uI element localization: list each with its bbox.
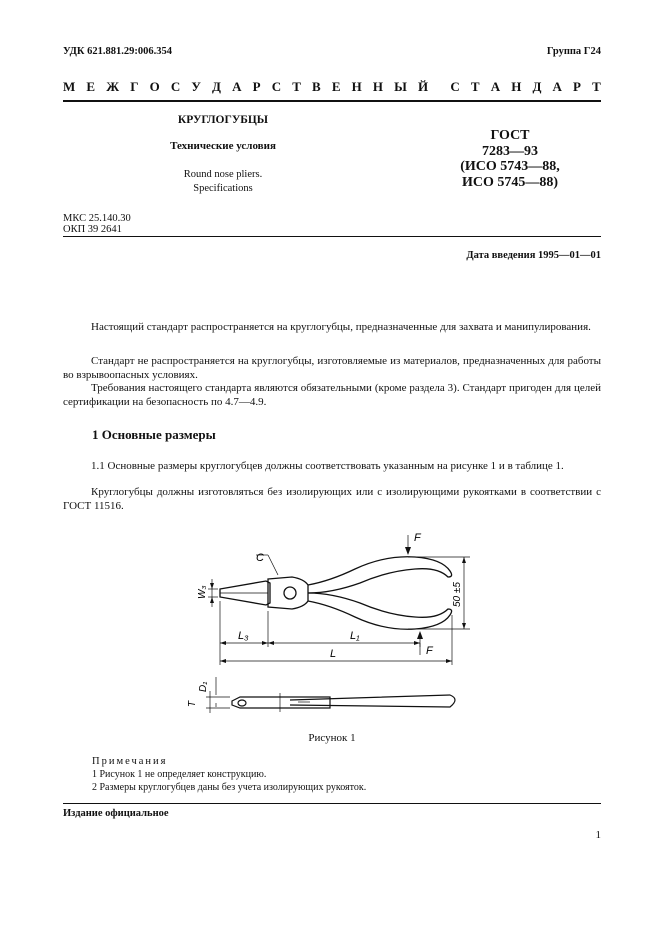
banner-letter: А: [552, 79, 562, 94]
banner-letter: Р: [573, 79, 581, 94]
intro-paragraph-3: [63, 382, 601, 409]
footer-rule: [63, 803, 601, 804]
note-2: 2 Размеры круглогубцев даны без учета изолирующих рукояток.: [92, 782, 367, 793]
label-d1: D₁: [198, 681, 209, 692]
page-number: 1: [595, 829, 601, 841]
banner-letter: Г: [130, 79, 139, 94]
intro-paragraph-3-text: Требования настоящего стандарта являются обязательными (кроме раздела 3). Стандарт пригоден для целей сертификации на безопасность по 4.7—4.9.: [63, 382, 601, 408]
label-50: 50 ±5: [452, 582, 463, 607]
banner-letter: С: [271, 79, 282, 94]
banner-letter: Н: [351, 79, 362, 94]
banner-letter: О: [149, 79, 160, 94]
section-1-paragraph-1: [63, 460, 601, 474]
gost-line-1: ГОСТ: [490, 128, 530, 143]
label-l1: L₁: [350, 630, 360, 642]
english-title-line-1: Round nose pliers.: [183, 169, 263, 180]
banner-letter: У: [191, 79, 201, 94]
introduction-date: Дата введения 1995—01—01: [466, 250, 601, 261]
udk-code: УДК 621.881.29:006.354: [63, 46, 172, 57]
banner-letter: Ы: [394, 79, 407, 94]
banner-rule: [63, 100, 601, 102]
banner-letter: В: [312, 79, 321, 94]
section-1-paragraph-2: [63, 486, 601, 513]
classification-codes: [63, 213, 131, 235]
okp-code: ОКП 39 2641: [63, 224, 122, 235]
figure-1-pliers-drawing: [180, 527, 480, 727]
figure-caption: Рисунок 1: [308, 732, 356, 744]
intro-paragraph-1-text: Настоящий стандарт распространяется на круглогубцы, предназначенные для захвата и манипулирования.: [91, 321, 591, 333]
section-1-heading: 1 Основные размеры: [92, 427, 216, 442]
label-f-top: F: [414, 532, 421, 544]
label-f-bottom: F: [426, 645, 433, 657]
gost-line-4: ИСО 5745—88): [461, 174, 559, 190]
label-l: L: [330, 648, 337, 660]
banner-letter: Й: [418, 79, 429, 94]
banner-letter: А: [490, 79, 501, 94]
mks-code: МКС 25.140.30: [63, 213, 131, 224]
notes-heading: Примечания: [92, 756, 168, 767]
banner-letter: Д: [532, 79, 542, 94]
force-arrow-bottom: [417, 631, 423, 639]
official-edition-label: Издание официальное: [63, 808, 169, 819]
upper-handle: [308, 557, 452, 593]
gost-designation: [430, 128, 590, 190]
banner-letter: Н: [511, 79, 522, 94]
banner-letter: Ж: [106, 79, 120, 94]
banner-letter: Е: [86, 79, 96, 94]
group-code: Группа Г24: [546, 46, 601, 57]
standard-type-banner: [63, 79, 601, 95]
banner-letter: Т: [292, 79, 301, 94]
intro-paragraph-2: [63, 355, 601, 382]
label-w3: W₃: [197, 585, 208, 599]
pivot-rivet: [284, 587, 296, 599]
gost-line-2: 7283—93: [482, 143, 538, 159]
banner-letter: Д: [212, 79, 221, 94]
banner-letter: А: [232, 79, 242, 94]
banner-letter: С: [170, 79, 181, 94]
label-c: C: [256, 552, 264, 564]
banner-letter: С: [450, 79, 460, 94]
intro-paragraph-1: [63, 321, 601, 335]
label-l3: L₃: [238, 630, 249, 642]
banner-letter: Т: [592, 79, 601, 94]
english-title-line-2: Specifications: [193, 183, 253, 194]
lower-handle: [308, 593, 452, 629]
section-1-paragraph-2-text: Круглогубцы должны изготовляться без изолирующих или с изолирующими рукоятками в соответствии с ГОСТ 11516.: [63, 486, 601, 512]
document-title: КРУГЛОГУБЦЫ: [177, 114, 269, 126]
english-title: [63, 168, 383, 196]
banner-letter: Е: [331, 79, 341, 94]
section-1-paragraph-1-text: 1.1 Основные размеры круглогубцев должны соответствовать указанным на рисунке 1 и в таблице 1.: [91, 460, 564, 472]
label-t: T: [187, 700, 198, 707]
banner-letter: Н: [372, 79, 383, 94]
banner-letter: Т: [470, 79, 480, 94]
intro-paragraph-2-text: Стандарт не распространяется на круглогубцы, изготовляемые из материалов, предназначенных для работы во взрывоопасных условиях.: [63, 355, 601, 381]
banner-letter: М: [63, 79, 76, 94]
gost-line-3: (ИСО 5743—88,: [460, 159, 560, 174]
title-block-rule: [63, 236, 601, 237]
document-subtitle: Технические условия: [170, 140, 276, 152]
note-1: 1 Рисунок 1 не определяет конструкцию.: [92, 769, 267, 780]
force-arrow-top: [405, 547, 411, 555]
banner-letter: Р: [252, 79, 261, 94]
pliers-joint: [268, 577, 308, 609]
